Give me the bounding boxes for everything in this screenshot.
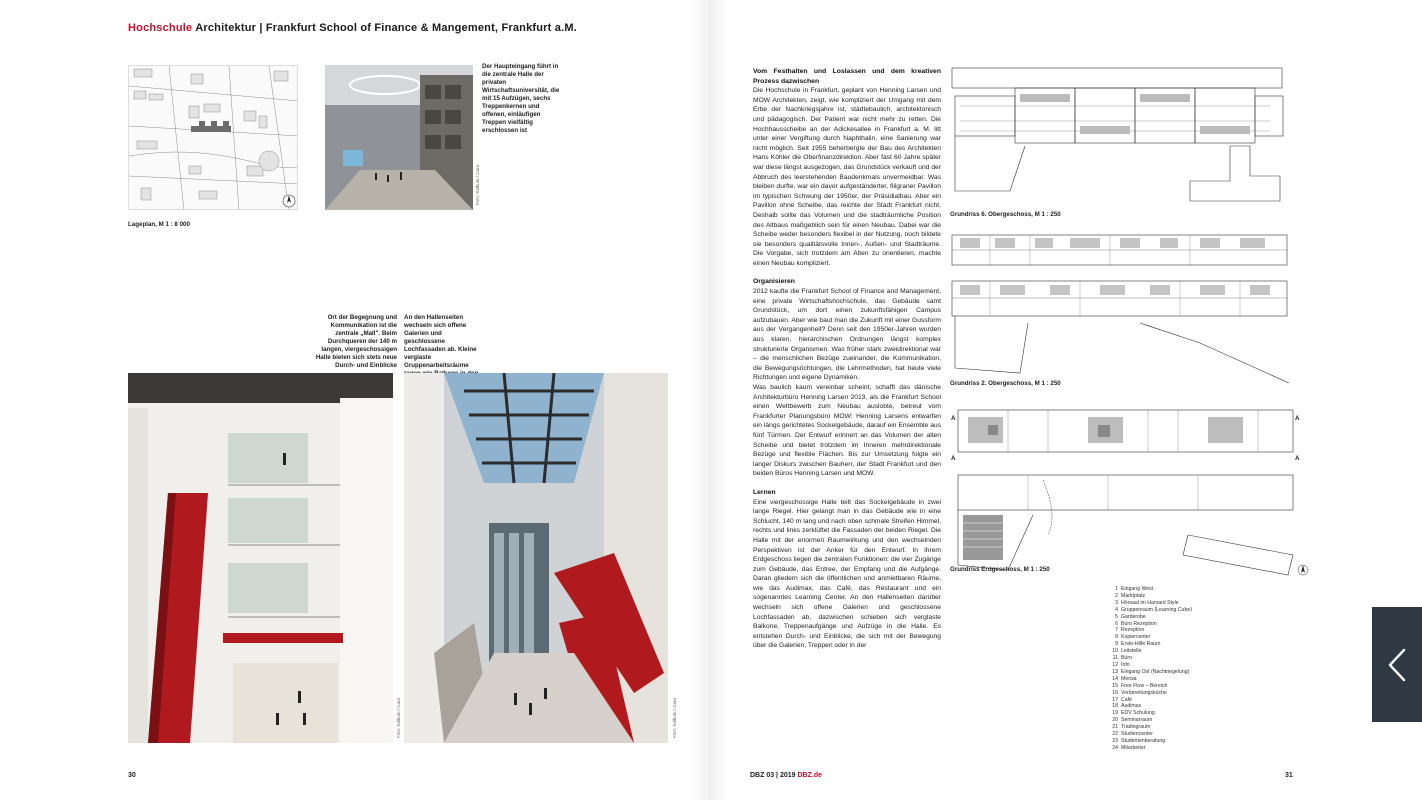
legend-text: Seminarraum xyxy=(1121,717,1153,724)
legend-number: 16 xyxy=(1112,689,1118,696)
legend-text: Kopiercenter xyxy=(1121,634,1151,641)
legend-number: 8 xyxy=(1115,634,1118,641)
plan-2og-caption: Grundriss 2. Obergeschoss, M 1 : 250 xyxy=(950,380,1061,387)
journal-site: DBZ.de xyxy=(797,772,822,779)
legend-item xyxy=(1108,614,1192,621)
header-section: Hochschule xyxy=(128,22,193,34)
legend-item xyxy=(1108,717,1192,724)
legend-item xyxy=(1108,724,1192,731)
legend-text: Mensa xyxy=(1121,675,1137,682)
legend-number: 10 xyxy=(1112,648,1118,655)
legend-number: 21 xyxy=(1112,724,1118,731)
plan-marker-left-top: A xyxy=(951,415,956,422)
legend-text: Hörsaal im Harvard Style xyxy=(1121,599,1179,606)
page-number-left: 30 xyxy=(128,772,136,779)
legend-text: Studiencenter xyxy=(1121,731,1154,738)
entrance-hall-photo xyxy=(325,65,473,210)
article-column xyxy=(753,67,941,651)
header-title: Architektur | Frankfurt School of Finance & Mangement, Frankfurt a.M. xyxy=(195,22,577,34)
legend-item xyxy=(1108,648,1192,655)
article-paragraph-2: 2012 kaufte die Frankfurt School of Finance and Management, eine private Wirtschaftshochschule, das Gebäude samt Grundstück, um dort einen zukunftsfähigen Campus aufzubauen. Aber wie baut man die Zukunft mit einer Gussform aus der Vergangenheit? Denn seit den 1950er-Jahren wurden aus klaren, hierarchischen Ordnungen längst komplex strukturierte Organismen. Was früher stark zweidirektional war – die menschlichen Bezüge zueinander, die Kommunikation, die Bewegungsrichtungen, die Lehrmethoden, hat heute viele Richtungen und eigene Dynamiken. xyxy=(753,288,941,382)
legend-number: 17 xyxy=(1112,696,1118,703)
legend-text: Eingang Ost (Nachtriegelung) xyxy=(1121,668,1190,675)
legend-number: 11 xyxy=(1112,655,1118,662)
legend-text: Tradingraum xyxy=(1121,724,1151,731)
footer-journal xyxy=(750,772,822,779)
plan-6og-caption: Grundriss 6. Obergeschoss, M 1 : 250 xyxy=(950,211,1061,218)
legend-item xyxy=(1108,669,1192,676)
legend-text: Erste-Hilfe Raum xyxy=(1121,641,1161,648)
right-photo-credit: Foto: Kalkum / Cara xyxy=(672,697,677,738)
legend-text: Audimax xyxy=(1121,703,1142,710)
legend-number: 7 xyxy=(1115,627,1118,634)
article-paragraph-4: Eine viergeschossige Halle teilt das Sockelgebäude in zwei lange Riegel. Hier gelangt man in das Gebäude wie in eine Schlucht, 140 m lang und nach oben schmale Streifen Himmel, rechts und links zerklüftet die Fassaden der beiden Riegel. Die Halle mit der enormen Raumwirkung und den wechselnden Perspektiven ist der Anker für den Entwurf. In ihrem Erdgeschoss liegen die zentralen Funktionen: die vier Zugänge zum Gebäude, das Entree, der Empfang und die Aufgänge. Daran gliedern sich die öffentlichen und anmietbaren Räume, wie das Audimax, das Café, das Restaurant und ein sogenanntes Learning Center. An den Hallenseiten darüber wechseln sich offene Galerien und geschlossene Lochfassaden ab, dazwischen schieben sich verglaste Balkone, Treppenaufgänge und Aufzüge in die Halle. Es entstehen Durch- und Einblicke, die sich mit der Bewegung über die Galerien, Treppen oder in der xyxy=(753,498,941,650)
floor-plan-eg xyxy=(948,405,1313,580)
legend-text: Garderobe xyxy=(1121,613,1146,620)
legend-item xyxy=(1108,600,1192,607)
legend-number: 6 xyxy=(1115,620,1118,627)
legend-text: Leitstelle xyxy=(1121,648,1142,655)
article-paragraph-1: Die Hochschule in Frankfurt, geplant von Henning Larsen und MOW Architekten, zeigt, wie kompliziert der Umgang mit dem Erbe der Nachkriegsjahre ist, städtebaulich, architektonisch und pädagogisch. Der Patient war nicht mehr zu retten. Die Hochhausscheibe an der Adickesallee in Frankfurt a. M. litt unter einer Vergiftung durch Naphthalin, eine Sanierung war nicht möglich. Seit 1955 beherbergte der Bau des Architekten Hans Köhler die Oberfinanzdirektion. Aber fast 60 Jahre später war diese längst ausgezogen, das Grundstück verkauft und der Abbruch des leerstehenden Baudenkmals unvermeidbar. Was bleiben durfte, war ein davor aufgeständerter, filigraner Pavillon im typischen Schwung der 1950er, der Präsidialbau. Aber ein Pavillon ohne Scheibe, das reichte der Stadt Frankfurt nicht. Deshalb sollte das Volumen und die stadträumliche Position des Altbaus maßgeblich sein für einen Neubau. Dabei war die Scheibe weder besonders flexibel in der Nutzung, noch bildete sie besonders qualitätsvolle Innen-, Außen- und Stadträume. Die Vorgabe, sich trotzdem am Alten zu orientieren, machte einen Neubau kompliziert. xyxy=(753,87,941,267)
legend-text: Rezeption xyxy=(1121,627,1145,634)
legend-number: 2 xyxy=(1115,592,1118,599)
floor-plan-6og xyxy=(950,66,1290,216)
legend-item xyxy=(1108,627,1192,634)
plan-eg-caption: Grundriss Erdgeschoss, M 1 : 250 xyxy=(950,566,1050,573)
legend-text: Büro xyxy=(1121,655,1132,662)
legend-text: Mitarbeiter xyxy=(1121,744,1146,751)
journal-issue: DBZ 03 | 2019 xyxy=(750,772,796,779)
legend-number: 15 xyxy=(1112,682,1118,689)
legend-number: 12 xyxy=(1112,661,1118,668)
plan-legend xyxy=(1108,586,1192,752)
siteplan-caption: Lageplan, M 1 : 8 000 xyxy=(128,221,190,228)
plan-marker-right-bottom: A xyxy=(1295,455,1300,462)
legend-number: 20 xyxy=(1112,717,1118,724)
legend-text: Eingang West xyxy=(1121,586,1154,592)
legend-text: Info xyxy=(1121,661,1130,668)
legend-number: 14 xyxy=(1112,675,1118,682)
site-plan-image xyxy=(128,65,298,210)
legend-item xyxy=(1108,655,1192,662)
legend-text: Café xyxy=(1121,696,1132,703)
legend-number: 4 xyxy=(1115,606,1118,613)
legend-text: Gruppenraum (Learning Cube) xyxy=(1121,606,1192,613)
legend-number: 9 xyxy=(1115,641,1118,648)
legend-item xyxy=(1108,745,1192,752)
legend-number: 13 xyxy=(1112,668,1118,675)
hall-photo-credit: Foto: Kalkum / Cara xyxy=(475,164,480,205)
legend-number: 19 xyxy=(1112,710,1118,717)
floor-plan-2og xyxy=(950,233,1295,383)
legend-item xyxy=(1108,697,1192,704)
legend-item xyxy=(1108,703,1192,710)
legend-text: Marktplatz xyxy=(1121,592,1145,599)
legend-item xyxy=(1108,676,1192,683)
legend-text: EDV Schulung xyxy=(1121,710,1155,717)
legend-item xyxy=(1108,593,1192,600)
chevron-left-icon xyxy=(1386,648,1408,682)
legend-text: Vorbereitungsküche xyxy=(1121,689,1167,696)
legend-number: 5 xyxy=(1115,613,1118,620)
legend-number: 22 xyxy=(1112,731,1118,738)
legend-text: Free Flow – Bereich xyxy=(1121,682,1168,689)
page-number-right: 31 xyxy=(1285,772,1293,779)
legend-number: 3 xyxy=(1115,599,1118,606)
article-paragraph-3: Was baulich kaum vereinbar scheint, schafft das dänische Architekturbüro Henning Larsen 2013, als die Frankfurt School einen Wettbewerb zum Neubau auslobte, betreut vom Frankfurter Planungsbüro MOW: Henning Larsens entwarfen ein längs gerichtetes Sockelgebäude, darauf ein Ensemble aus fünf Türmen. Der Entwurf erinnert an das Volumen der alten Scheibe und bietet trotzdem im Inneren mehrdirektionale Bezüge und flexible Flächen. Bis zur Umsetzung folgte ein langer Diskurs zwischen Bauherr, der Stadt Frankfurt und den beiden Büros Henning Larsen und MOW. xyxy=(753,384,941,478)
legend-item xyxy=(1108,607,1192,614)
article-heading-1: Vom Festhalten und Loslassen und dem kreativen Prozess dazwischen xyxy=(753,68,941,85)
legend-item xyxy=(1108,690,1192,697)
page-gutter xyxy=(690,0,730,800)
legend-item xyxy=(1108,731,1192,738)
mall-caption: Ort der Begegnung und Kommunikation ist die zentrale „Mall". Beim Durchqueren der 140 m langen, viergeschossigen Halle bieten sich stets neue Durch- und Einblicke xyxy=(315,314,397,369)
mall-interior-photo xyxy=(128,373,393,743)
legend-item xyxy=(1108,586,1192,593)
galleries-caption: An den Hallenseiten wechseln sich offene Galerien und geschlossene Lochfassaden ab. Kleine verglaste Gruppenarbeitsräume xyxy=(404,314,477,369)
legend-text: Studentenberatung xyxy=(1121,737,1166,744)
hall-caption: Der Haupteingang führt in die zentrale Halle der privaten Wirtschaftsuniversität, die mit 15 Aufzügen, sechs Treppenkernen und offenen, einläufigen Treppen vielfältig erschlossen ist xyxy=(482,63,560,134)
legend-item xyxy=(1108,662,1192,669)
atrium-skylight-photo xyxy=(404,373,668,743)
legend-item xyxy=(1108,634,1192,641)
plan-marker-left-bottom: A xyxy=(951,455,956,462)
legend-item xyxy=(1108,738,1192,745)
legend-number: 18 xyxy=(1112,703,1118,710)
plan-marker-right-top: A xyxy=(1295,415,1300,422)
legend-item xyxy=(1108,710,1192,717)
legend-number: 23 xyxy=(1112,737,1118,744)
left-photo-credit: Foto: Kalkum / Cara xyxy=(396,697,401,738)
article-heading-3: Lernen xyxy=(753,488,776,496)
article-heading-2: Organisieren xyxy=(753,278,795,286)
legend-text: Büro Rezeption xyxy=(1121,620,1157,627)
previous-page-button[interactable] xyxy=(1372,607,1422,722)
legend-number: 1 xyxy=(1115,586,1118,592)
running-header xyxy=(128,22,577,34)
legend-item xyxy=(1108,683,1192,690)
legend-number: 24 xyxy=(1112,744,1118,751)
legend-item xyxy=(1108,641,1192,648)
legend-item xyxy=(1108,621,1192,628)
